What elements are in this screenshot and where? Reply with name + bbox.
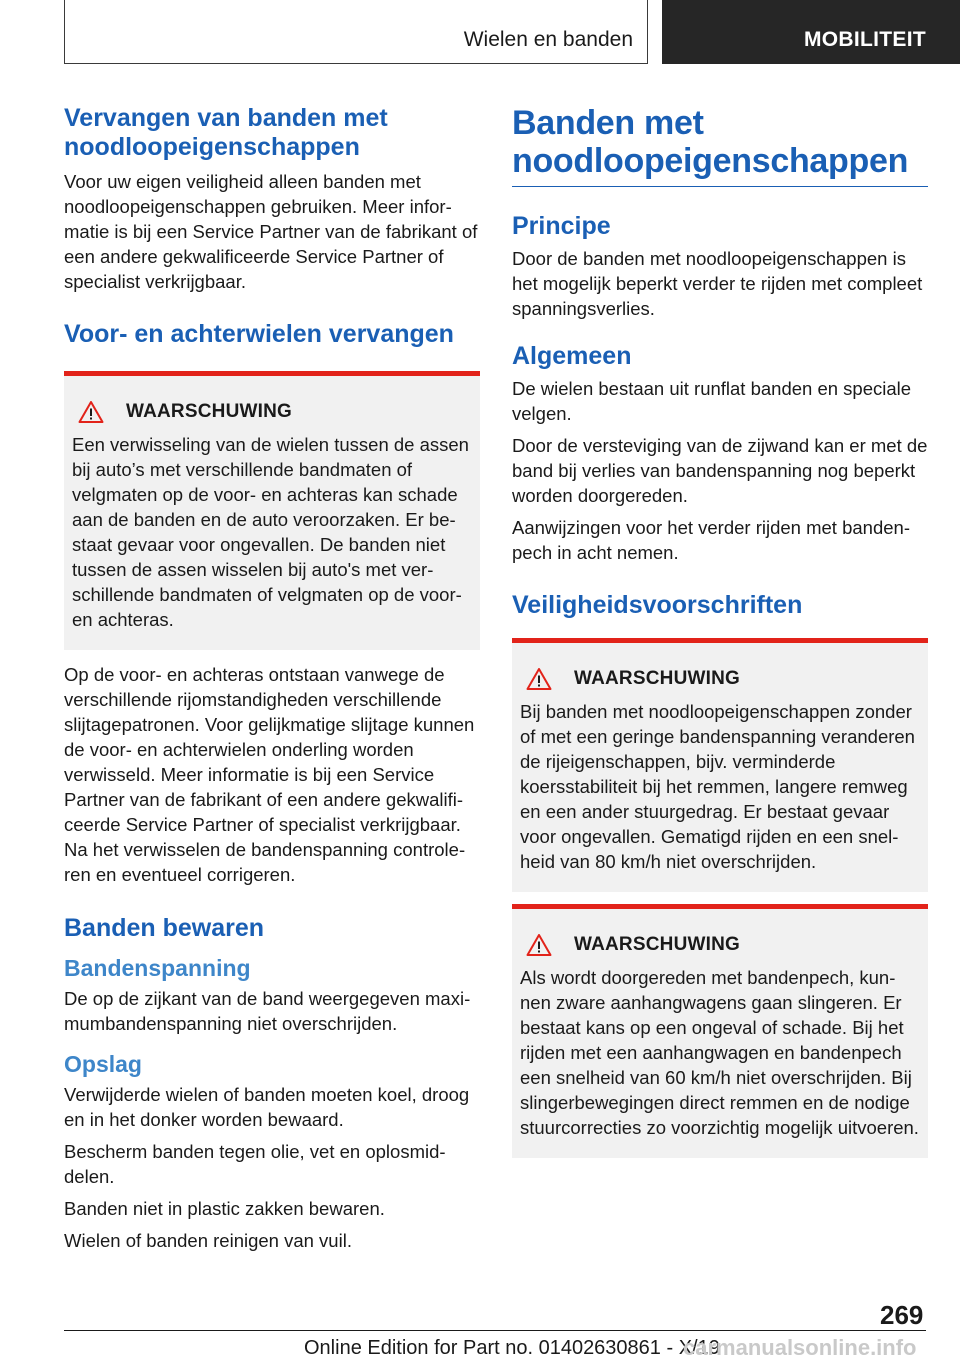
warning-triangle-icon [526,667,552,691]
paragraph-general-3: Aanwijzingen voor het verder rijden met bandenpech in acht nemen. [512,517,910,563]
warning-box-trailer [512,904,928,1158]
paragraph-storage-1: Verwijderde wielen of banden moeten koel, droog en in het donker worden bewaard. [64,1084,470,1130]
heading-replace-runflat: Vervangen van banden met noodloopeigenschappen [64,104,388,161]
warning-box-pressure [512,638,928,892]
footer-edition: Online Edition for Part no. 01402630861 - X/19 [304,1337,720,1359]
warning-title: WAARSCHUWING [574,668,740,689]
warning-box-swap [64,371,480,650]
header-section-title: Wielen en banden [463,28,633,51]
paragraph-tire-pressure: De op de zijkant van de band weergegeven maximumbandenspanning niet overschrijden. [64,988,471,1034]
paragraph-general-2: Door de versteviging van de zijwand kan er met de band bij verlies van bandenspanning nog beperkt worden doorgereden. [512,435,928,506]
right-column [512,104,928,1158]
left-column [64,104,480,1253]
heading-safety: Veiligheidsvoorschriften [512,591,803,619]
heading-store-tires: Banden bewaren [64,914,265,942]
paragraph-storage-3: Banden niet in plastic zakken bewaren. [64,1198,385,1219]
warning-text-trailer: Als wordt doorgereden met bandenpech, kunnen zware aanhangwagens gaan slingeren. Er bestaat kans op een ongeval of schade. Bij het rijden met een aanhangwagen en bandenpech een snelheid van 60 km/h niet overschrijden. Bij slingerbewegingen direct remmen en de nodige stuurcorrecties zo voorzichtig mogelijk uitvoeren. [520,967,919,1138]
paragraph-general-1: De wielen bestaan uit runflat banden en speciale velgen. [512,378,912,424]
warning-text-swap: Een verwisseling van de wielen tussen de assen bij auto’s met verschillende bandmaten of velgmaten op de voor- en achteras kan schade aan de banden en de auto veroorzaken. Er bestaat gevaar voor ongevallen. De banden niet tussen de assen wisselen bij auto's met verschillende bandmaten of velgmaten op de voor- en achteras. [72,434,469,630]
page-number: 269 [880,1300,924,1330]
header-frame [64,0,648,64]
heading-underline [512,186,928,187]
heading-general: Algemeen [512,342,632,370]
footer-rule [64,1330,926,1331]
paragraph-replace-runflat: Voor uw eigen veiligheid alleen banden met noodloopeigenschappen gebruiken. Meer informatie is bij een Service Partner van de fabrikant of een andere gekwalificeerde Service Partner of specialist verkrijgbaar. [64,171,478,292]
watermark-text: carmanualsonline.info [683,1335,917,1360]
paragraph-storage-4: Wielen of banden reinigen van vuil. [64,1230,352,1251]
paragraph-principle: Door de banden met noodloopeigenschappen is het mogelijk beperkt verder te rijden met compleet spanningsverlies. [512,248,923,319]
subheading-storage: Opslag [64,1051,142,1077]
header-chapter-label: MOBILITEIT [804,28,926,51]
header-chapter-tab [662,0,960,64]
heading-swap-wheels: Voor- en achterwielen vervangen [64,320,454,348]
subheading-tire-pressure: Bandenspanning [64,955,251,981]
paragraph-storage-2: Bescherm banden tegen olie, vet en oplosmiddelen. [64,1141,446,1187]
warning-triangle-icon [526,933,552,957]
warning-title: WAARSCHUWING [574,934,740,955]
paragraph-swap-wheels: Op de voor- en achteras ontstaan vanwege de verschillende rijomstandigheden verschillende slijtagepatronen. Voor gelijkmatige slijtage kunnen de voor- en achterwielen onderling worden verwisseld. Meer informatie is bij een Service Partner van de fabrikant of een andere gekwalificeerde Service Partner of specialist verkrijgbaar. Na het verwisselen de bandenspanning controleren en eventueel corrigeren. [64,664,475,885]
warning-text-pressure: Bij banden met noodloopeigenschappen zonder of met een geringe bandenspanning veranderen de rijeigenschappen, bijv. verminderde koersstabiliteit bij het remmen, langere remweg en een ander stuurgedrag. Er bestaat gevaar voor ongevallen. Gematigd rijden en een snelheid van 80 km/h niet overschrijden. [520,701,915,872]
warning-title: WAARSCHUWING [126,401,292,422]
warning-triangle-icon [78,400,104,424]
heading-principle: Principe [512,212,611,240]
heading-runflat-tires: Banden met noodloopeigenschappen [512,104,909,180]
